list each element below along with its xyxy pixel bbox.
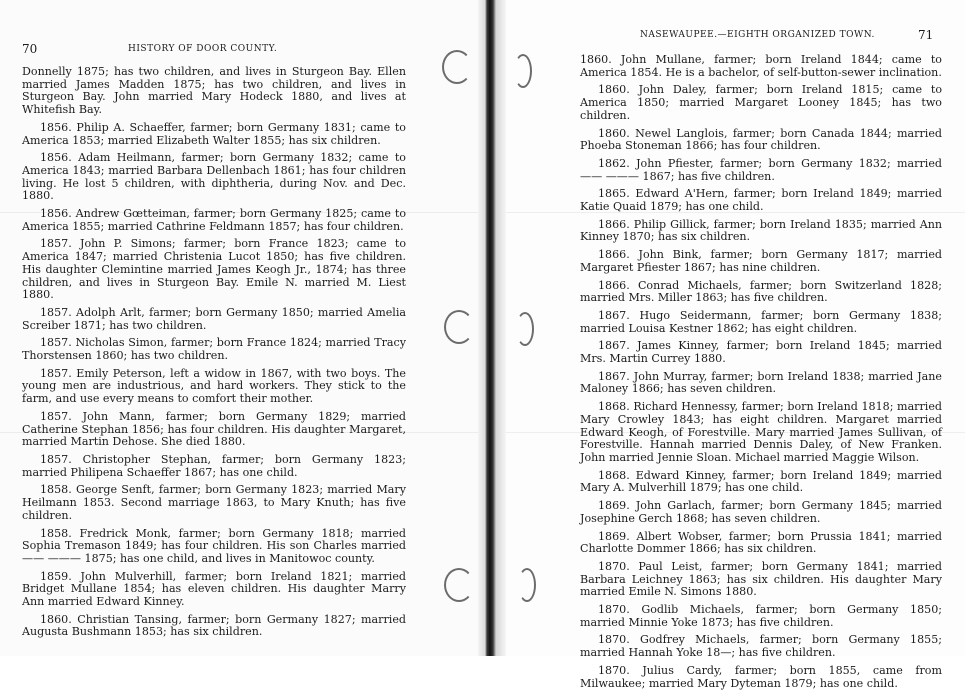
- register-entry: 1856. Andrew Gœtteiman, farmer; born Germany 1825; came to America 1855; married Cathrine Feldmann 1857; has four children.: [22, 207, 406, 233]
- page-number-left: 70: [22, 42, 38, 56]
- register-entry: 1869. John Garlach, farmer; born Germany 1845; married Josephine Gerch 1868; has seven children.: [580, 499, 942, 525]
- register-entry: 1857. John P. Simons; farmer; born France 1823; came to America 1847; married Christenia Lucot 1850; has five children. His daughter Clemintine married James Keogh Jr., 1874; has three children, and lives in Sturgeon Bay. Emile N. married M. Liest 1880.: [22, 237, 406, 302]
- register-entry: 1858. George Senft, farmer; born Germany 1823; married Mary Heilmann 1853. Second marriage 1863, to Mary Knuth; has five children.: [22, 483, 406, 522]
- binder-hole-left: [444, 310, 474, 344]
- register-entry: 1870. Godlib Michaels, farmer; born Germany 1850; married Minnie Yoke 1873; has five children.: [580, 603, 942, 629]
- register-entry: 1866. John Bink, farmer; born Germany 1817; married Margaret Pfiester 1867; has nine children.: [580, 248, 942, 274]
- register-entry: 1867. John Murray, farmer; born Ireland 1838; married Jane Maloney 1866; has seven children.: [580, 369, 942, 396]
- register-entry: 1868. Richard Hennessy, farmer; born Ireland 1818; married Mary Crowley 1843; has eight children. Margaret married Edward Keogh, of Forestville. Mary married James Sullivan, of Forestville. Hannah married Dennis Daley, of New Franken. John married Jennie Sloan. Michael married Maggie Wilson.: [580, 400, 942, 464]
- register-entry: 1868. Edward Kinney, farmer; born Ireland 1849; married Mary A. Mulverhill 1879; has one child.: [580, 468, 942, 495]
- register-entry: 1870. Godfrey Michaels, farmer; born Germany 1855; married Hannah Yoke 18—; has five children.: [580, 633, 942, 660]
- register-entry: Donnelly 1875; has two children, and lives in Sturgeon Bay. Ellen married James Madden 1875; has two children, and lives in Sturgeon Bay. John married Mary Hodeck 1880, and lives at Whitefish Bay.: [22, 65, 406, 117]
- register-entry: 1866. Philip Gillick, farmer; born Ireland 1835; married Ann Kinney 1870; has six children.: [580, 217, 942, 244]
- right-text-column: [580, 54, 942, 695]
- binder-hole-right: [518, 568, 536, 602]
- register-entry: 1860. Christian Tansing, farmer; born Germany 1827; married Augusta Bushmann 1853; has six children.: [22, 612, 406, 639]
- register-entry: 1865. Edward A'Hern, farmer; born Ireland 1849; married Katie Quaid 1879; has one child.: [580, 187, 942, 214]
- register-entry: 1867. James Kinney, farmer; born Ireland 1845; married Mrs. Martin Currey 1880.: [580, 339, 942, 366]
- register-entry: 1866. Conrad Michaels, farmer; born Switzerland 1828; married Mrs. Miller 1863; has five children.: [580, 278, 942, 305]
- page-number-right: 71: [918, 28, 934, 42]
- running-head-left: HISTORY OF DOOR COUNTY.: [128, 44, 278, 54]
- book-gutter: [478, 0, 506, 656]
- binder-hole-right: [516, 312, 534, 346]
- register-entry: 1867. Hugo Seidermann, farmer; born Germany 1838; married Louisa Kestner 1862; has eight children.: [580, 308, 942, 335]
- left-text-column: [22, 66, 406, 644]
- left-page: [0, 0, 478, 656]
- running-head-right: NASEWAUPEE.—EIGHTH ORGANIZED TOWN.: [640, 30, 875, 40]
- register-entry: 1857. Emily Peterson, left a widow in 1867, with two boys. The young men are industrious, and hard workers. They stick to the farm, and use every means to comfort their mother.: [22, 366, 406, 406]
- register-entry: 1860. John Daley, farmer; born Ireland 1815; came to America 1850; married Margaret Looney 1845; has two children.: [580, 83, 942, 122]
- register-entry: 1857. Nicholas Simon, farmer; born France 1824; married Tracy Thorstensen 1860; has two children.: [22, 336, 406, 363]
- register-entry: 1869. Albert Wobser, farmer; born Prussia 1841; married Charlotte Dommer 1866; has six children.: [580, 529, 942, 556]
- right-page: [506, 0, 965, 690]
- binder-hole-right: [514, 54, 532, 88]
- register-entry: 1862. John Pfiester, farmer; born Germany 1832; married —— ——— 1867; has five children.: [580, 156, 942, 183]
- register-entry: 1870. Julius Cardy, farmer; born 1855, came from Milwaukee; married Mary Dyteman 1879; has one child.: [580, 663, 942, 690]
- binder-hole-left: [444, 568, 474, 602]
- register-entry: 1857. Christopher Stephan, farmer; born Germany 1823; married Philipena Schaeffer 1867; has one child.: [22, 452, 406, 479]
- binder-hole-left: [442, 50, 472, 84]
- register-entry: 1858. Fredrick Monk, farmer; born Germany 1818; married Sophia Tremason 1849; has four children. His son Charles married —— ——— 1875; has one child, and lives in Manitowoc county.: [22, 526, 406, 565]
- register-entry: 1856. Adam Heilmann, farmer; born Germany 1832; came to America 1843; married Barbara Dellenbach 1861; has four children living. He lost 5 children, with diphtheria, during Nov. and Dec. 1880.: [22, 151, 406, 203]
- register-entry: 1870. Paul Leist, farmer; born Germany 1841; married Barbara Leichney 1863; has six children. His daughter Mary married Emile N. Simons 1880.: [580, 559, 942, 599]
- register-entry: 1857. Adolph Arlt, farmer; born Germany 1850; married Amelia Screiber 1871; has two children.: [22, 305, 406, 332]
- register-entry: 1860. Newel Langlois, farmer; born Canada 1844; married Phoeba Stoneman 1866; has four children.: [580, 126, 942, 153]
- register-entry: 1859. John Mulverhill, farmer; born Ireland 1821; married Bridget Mullane 1854; has eleven children. His daughter Marry Ann married Edward Kinney.: [22, 569, 406, 609]
- register-entry: 1856. Philip A. Schaeffer, farmer; born Germany 1831; came to America 1853; married Elizabeth Walter 1855; has six children.: [22, 120, 406, 147]
- register-entry: 1860. John Mullane, farmer; born Ireland 1844; came to America 1854. He is a bachelor, of self-button-sewer inclination.: [580, 53, 942, 79]
- register-entry: 1857. John Mann, farmer; born Germany 1829; married Catherine Stephan 1856; has four children. His daughter Margaret, married Martin Dehose. She died 1880.: [22, 409, 406, 449]
